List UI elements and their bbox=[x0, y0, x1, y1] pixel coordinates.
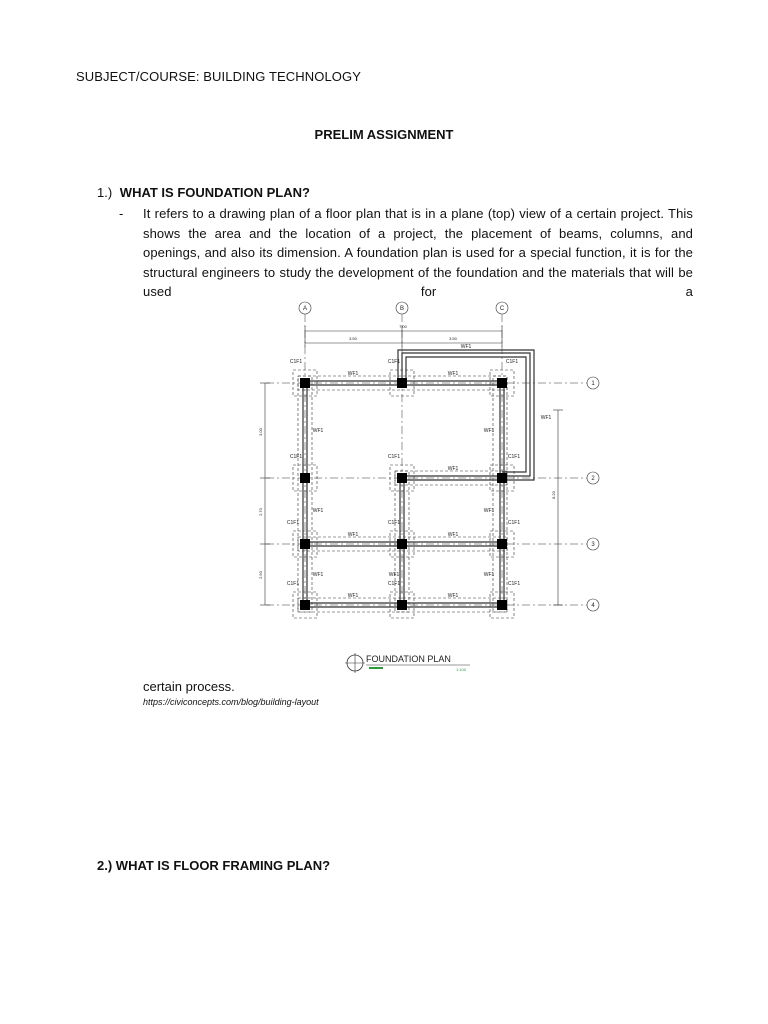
wall-footing-tag: WF1 bbox=[447, 371, 459, 377]
grid-label-b: B bbox=[399, 306, 405, 312]
question-2-heading bbox=[97, 858, 330, 873]
wall-footing-tag: WF1 bbox=[447, 532, 459, 538]
answer-continuation: certain process. bbox=[143, 679, 235, 694]
wall-footing-tag: WF1 bbox=[312, 572, 324, 578]
grid-label-3: 3 bbox=[591, 542, 595, 548]
wall-footing-tag: WF1 bbox=[483, 572, 495, 578]
question-1-number: 1.) bbox=[97, 185, 113, 200]
footing-tag: C1F1 bbox=[507, 581, 521, 587]
wall-footing-tag: WF1 bbox=[347, 371, 359, 377]
wall-footing-tag: WF1 bbox=[483, 508, 495, 514]
wall-footing-tag: WF1 bbox=[347, 593, 359, 599]
dim-left: 3.50 bbox=[349, 336, 357, 341]
dim-row-1: 3.00 bbox=[258, 428, 263, 436]
footing-tag: C1F1 bbox=[289, 454, 303, 460]
subject-line: SUBJECT/COURSE: BUILDING TECHNOLOGY bbox=[76, 69, 361, 84]
footing-tag: C1F1 bbox=[387, 520, 401, 526]
figure-caption-text: FOUNDATION PLAN bbox=[366, 654, 451, 664]
foundation-plan-drawing bbox=[248, 295, 618, 675]
footing-tag: C1F1 bbox=[387, 454, 401, 460]
wall-footing-tag: WF1 bbox=[483, 428, 495, 434]
answer-paragraph: It refers to a drawing plan of a floor plan that is in a plane (top) view of a certain project. This shows the area and the location of a project, the placement of beams, columns, and openings, and also its dimension. A foundation plan is used for a special function, it is for the structural engineers to study the development of the foundation and the materials that will be used for a bbox=[143, 206, 693, 299]
dim-row-2: 2.70 bbox=[258, 508, 263, 516]
page-title: PRELIM ASSIGNMENT bbox=[314, 127, 454, 142]
figure-scale: 1:100 bbox=[456, 667, 467, 672]
dim-overall: 8.20 bbox=[551, 491, 556, 499]
wall-footing-tag: WF1 bbox=[347, 532, 359, 538]
footing-tag: C1F1 bbox=[507, 520, 521, 526]
dim-right: 3.50 bbox=[449, 336, 457, 341]
wall-footing-tag: WF1 bbox=[447, 466, 459, 472]
grid-label-4: 4 bbox=[591, 603, 595, 609]
dim-total: 7.00 bbox=[399, 324, 407, 329]
question-1-text: WHAT IS FOUNDATION PLAN? bbox=[119, 185, 310, 200]
wall-footing-tag: WF1 bbox=[540, 415, 552, 421]
footing-tag: C1F1 bbox=[286, 581, 300, 587]
source-link[interactable]: https://civiconcepts.com/blog/building-layout bbox=[143, 697, 319, 707]
question-1-heading bbox=[97, 185, 310, 200]
grid-label-c: C bbox=[499, 306, 505, 312]
wall-footing-tag: WF1 bbox=[312, 508, 324, 514]
footing-tag: C1F1 bbox=[286, 520, 300, 526]
footing-tag: C1F1 bbox=[387, 359, 401, 365]
dim-row-3: 2.50 bbox=[258, 571, 263, 579]
bullet-dash: - bbox=[119, 206, 124, 221]
footing-tag: C1F1 bbox=[387, 581, 401, 587]
grid-label-a: A bbox=[302, 306, 308, 312]
footing-tag: C1F1 bbox=[507, 454, 521, 460]
wall-footing-tag: WF1 bbox=[460, 344, 472, 350]
grid-label-2: 2 bbox=[591, 476, 595, 482]
footing-tag: C1F1 bbox=[505, 359, 519, 365]
question-2-text: WHAT IS FLOOR FRAMING PLAN? bbox=[115, 858, 331, 873]
grid-label-1: 1 bbox=[591, 381, 595, 387]
wall-footing-tag: WF1 bbox=[447, 593, 459, 599]
question-2-number: 2.) bbox=[97, 858, 113, 873]
wall-footing-tag: WF1 bbox=[388, 572, 400, 578]
figure-caption bbox=[345, 653, 470, 673]
wall-footing-tag: WF1 bbox=[312, 428, 324, 434]
footing-tag: C1F1 bbox=[289, 359, 303, 365]
